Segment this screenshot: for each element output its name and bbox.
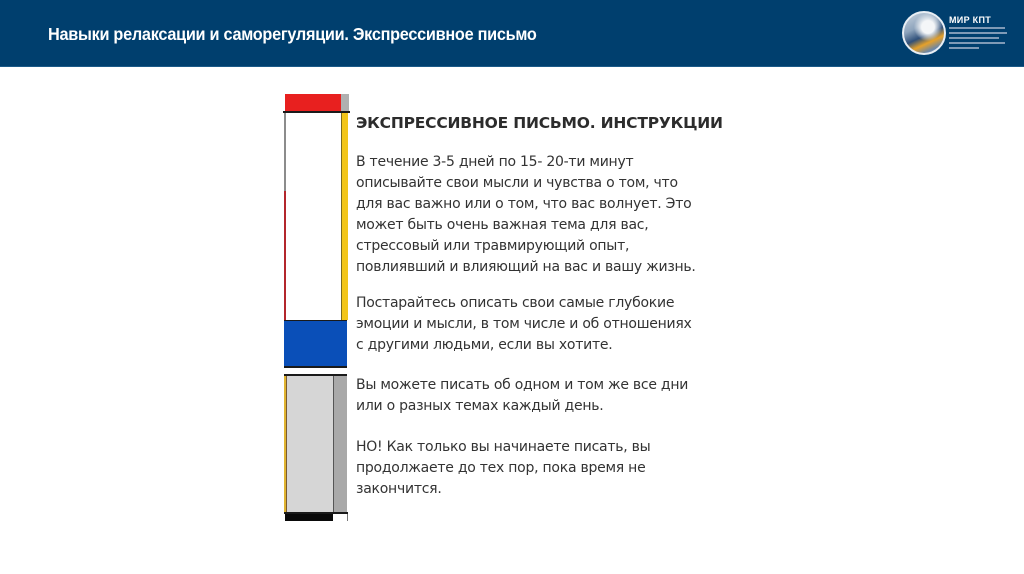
paragraph-4: [356, 437, 651, 500]
red-block: [285, 94, 341, 111]
yellow-stripe: [341, 113, 348, 320]
logo-title: МИР КПТ: [949, 15, 992, 25]
black-block: [285, 514, 333, 521]
slide-header: [0, 0, 1024, 67]
logo: [902, 11, 1012, 57]
slide-title: Навыки релаксации и саморегуляции. Экспрессивное письмо: [48, 24, 537, 44]
mid-grey-block: [333, 376, 347, 512]
divider-line: [284, 366, 347, 368]
light-grey-block: [286, 376, 333, 512]
text-line: стрессовый или травмирующий опыт,: [356, 238, 630, 254]
text-line: повлиявший и влияющий на вас и вашу жизнь.: [356, 259, 696, 275]
grey-thin-line: [347, 514, 348, 521]
text-line: или о разных темах каждый день.: [356, 398, 604, 414]
text-line: Постарайтесь описать свои самые глубокие: [356, 295, 675, 311]
blue-block: [284, 320, 347, 366]
text-line: НО! Как только вы начинаете писать, вы: [356, 439, 651, 455]
divider-line: [284, 374, 347, 376]
grey-corner-block: [341, 94, 349, 111]
text-line: для вас важно или о том, что вас волнует. Это: [356, 196, 692, 212]
text-line: эмоции и мысли, в том числе и об отношениях: [356, 316, 692, 332]
red-left-edge: [284, 191, 286, 320]
text-line: В течение 3-5 дней по 15- 20-ти минут: [356, 154, 634, 170]
text-line: описывайте свои мысли и чувства о том, что: [356, 175, 678, 191]
divider-line: [284, 512, 348, 514]
text-line: Вы можете писать об одном и том же все дни: [356, 377, 689, 393]
text-line: с другими людьми, если вы хотите.: [356, 337, 613, 353]
grey-left-edge: [284, 113, 286, 191]
paragraph-2: [356, 293, 692, 356]
divider-line: [283, 111, 350, 113]
paragraph-1: [356, 152, 696, 278]
globe-logo-icon: [902, 11, 946, 55]
yellow-left-edge: [284, 376, 286, 512]
text-line: продолжаете до тех пор, пока время не: [356, 460, 646, 476]
paragraph-3: [356, 375, 688, 417]
logo-subtitle: [949, 27, 1009, 52]
text-line: может быть очень важная тема для вас,: [356, 217, 649, 233]
text-line: закончится.: [356, 481, 442, 497]
card-title: ЭКСПРЕССИВНОЕ ПИСЬМО. ИНСТРУКЦИИ: [356, 114, 723, 132]
